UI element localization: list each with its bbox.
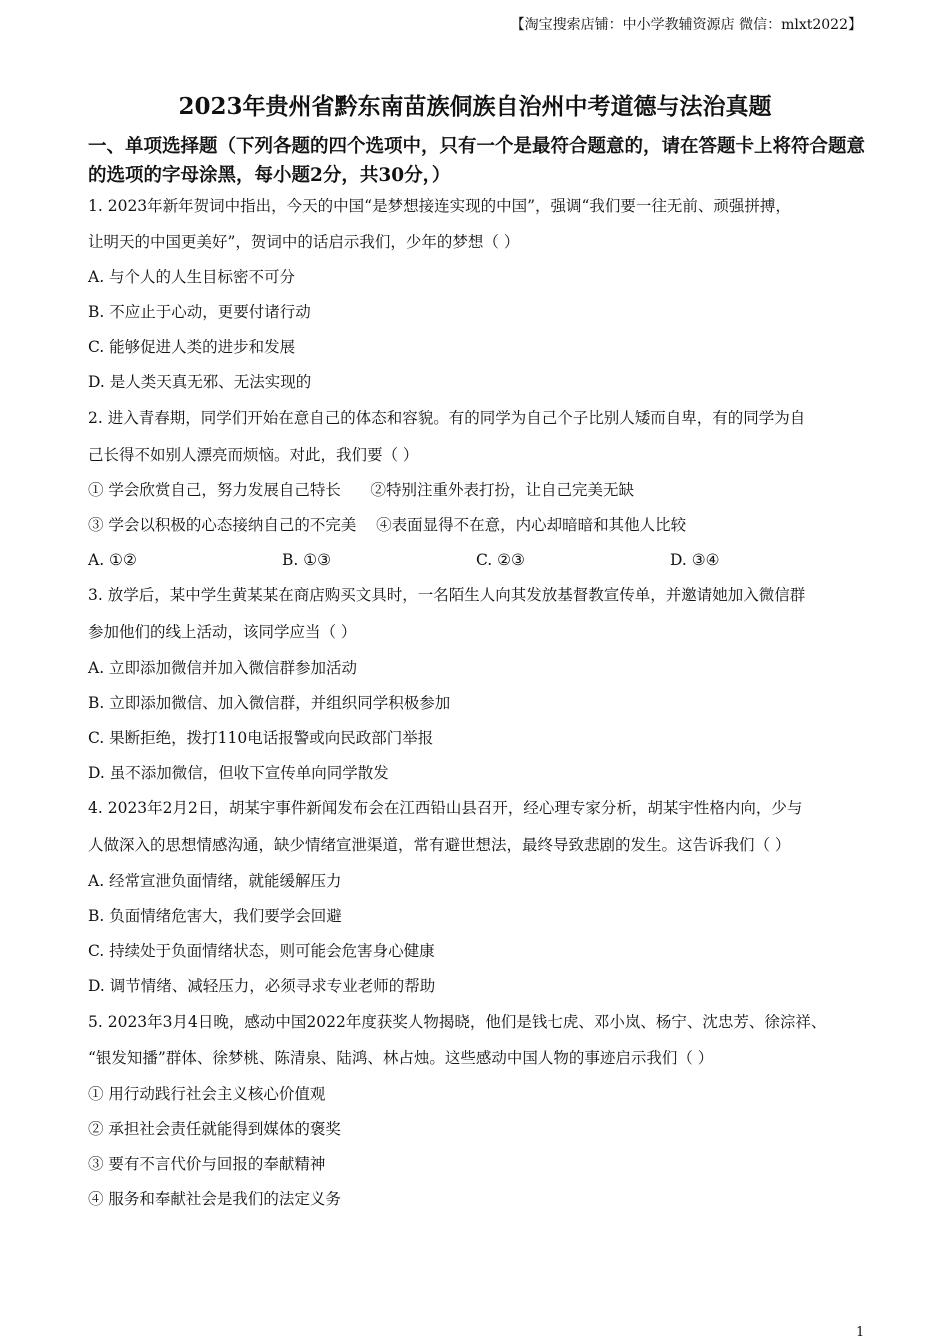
question-2-item-row-1: ① 学会欣赏自己，努力发展自己特长 ②特别注重外表打扮，让自己完美无缺 bbox=[88, 481, 634, 499]
question-2-stem-line-1: 2. 进入青春期，同学们开始在意自己的体态和容貌。有的同学为自己个子比别人矮而自卑，有的同学为自 bbox=[88, 409, 806, 427]
question-2-option-c: C. ②③ bbox=[476, 551, 525, 569]
question-5-item-1: ① 用行动践行社会主义核心价值观 bbox=[88, 1085, 326, 1103]
header-note: 【淘宝搜索店铺：中小学教辅资源店 微信：mlxt2022】 bbox=[510, 17, 862, 33]
question-1-option-d: D. 是人类天真无邪、无法实现的 bbox=[88, 373, 312, 391]
question-2-option-d: D. ③④ bbox=[670, 551, 720, 569]
question-5-stem-line-1: 5. 2023年3月4日晚，感动中国2022年度获奖人物揭晓，他们是钱七虎、邓小岚、杨宁、沈忠芳、徐淙祥、 bbox=[88, 1013, 827, 1031]
question-2-option-a: A. ①② bbox=[88, 551, 137, 569]
question-4-option-c: C. 持续处于负面情绪状态，则可能会危害身心健康 bbox=[88, 942, 435, 960]
question-5-item-3: ③ 要有不言代价与回报的奉献精神 bbox=[88, 1155, 326, 1173]
question-3-stem-line-2: 参加他们的线上活动，该同学应当（ ） bbox=[88, 623, 357, 641]
question-4-option-b: B. 负面情绪危害大，我们要学会回避 bbox=[88, 907, 342, 925]
section-heading: 一、单项选择题（下列各题的四个选项中，只有一个是最符合题意的，请在答题卡上将符合题意的选项的字母涂黑，每小题2分，共30分，） bbox=[88, 136, 866, 186]
question-1-option-a: A. 与个人的人生目标密不可分 bbox=[88, 268, 296, 286]
question-1-option-b: B. 不应止于心动，更要付诸行动 bbox=[88, 303, 311, 321]
question-3-option-a: A. 立即添加微信并加入微信群参加活动 bbox=[88, 659, 358, 677]
question-5-item-4: ④ 服务和奉献社会是我们的法定义务 bbox=[88, 1190, 341, 1208]
document-title: 2023年贵州省黔东南苗族侗族自治州中考道德与法治真题 bbox=[178, 93, 772, 120]
question-4-option-a: A. 经常宣泄负面情绪，就能缓解压力 bbox=[88, 872, 342, 890]
page-number: 1 bbox=[856, 1325, 865, 1340]
question-3-option-b: B. 立即添加微信、加入微信群，并组织同学积极参加 bbox=[88, 694, 451, 712]
question-3-option-d: D. 虽不添加微信，但收下宣传单向同学散发 bbox=[88, 764, 389, 782]
question-3-option-c: C. 果断拒绝，拨打110电话报警或向民政部门举报 bbox=[88, 729, 434, 747]
question-4-stem-line-1: 4. 2023年2月2日，胡某宇事件新闻发布会在江西铅山县召开，经心理专家分析，胡某宇性格内向，少与 bbox=[88, 799, 803, 817]
question-2-option-b: B. ①③ bbox=[282, 551, 332, 569]
question-1-option-c: C. 能够促进人类的进步和发展 bbox=[88, 338, 296, 356]
question-5-stem-line-2: “银发知播”群体、徐梦桃、陈清泉、陆鸿、林占烛。这些感动中国人物的事迹启示我们（ ） bbox=[88, 1049, 714, 1067]
question-5-item-2: ② 承担社会责任就能得到媒体的褒奖 bbox=[88, 1120, 341, 1138]
question-2-item-row-2: ③ 学会以积极的心态接纳自己的不完美 ④表面显得不在意，内心却暗暗和其他人比较 bbox=[88, 516, 687, 534]
question-4-stem-line-2: 人做深入的思想情感沟通，缺少情绪宣泄渠道，常有避世想法，最终导致悲剧的发生。这告诉我们（ ） bbox=[88, 836, 791, 854]
question-2-stem-line-2: 己长得不如别人漂亮而烦恼。对此，我们要（ ） bbox=[88, 446, 419, 464]
question-3-stem-line-1: 3. 放学后，某中学生黄某某在商店购买文具时，一名陌生人向其发放基督教宣传单，并邀请她加入微信群 bbox=[88, 586, 806, 604]
question-4-option-d: D. 调节情绪、减轻压力，必须寻求专业老师的帮助 bbox=[88, 977, 436, 995]
question-1-stem-line-1: 1. 2023年新年贺词中指出，今天的中国“是梦想接连实现的中国”，强调“我们要一往无前、顽强拼搏， bbox=[88, 197, 791, 215]
question-1-stem-line-2: 让明天的中国更美好”，贺词中的话启示我们，少年的梦想（ ） bbox=[88, 233, 520, 251]
